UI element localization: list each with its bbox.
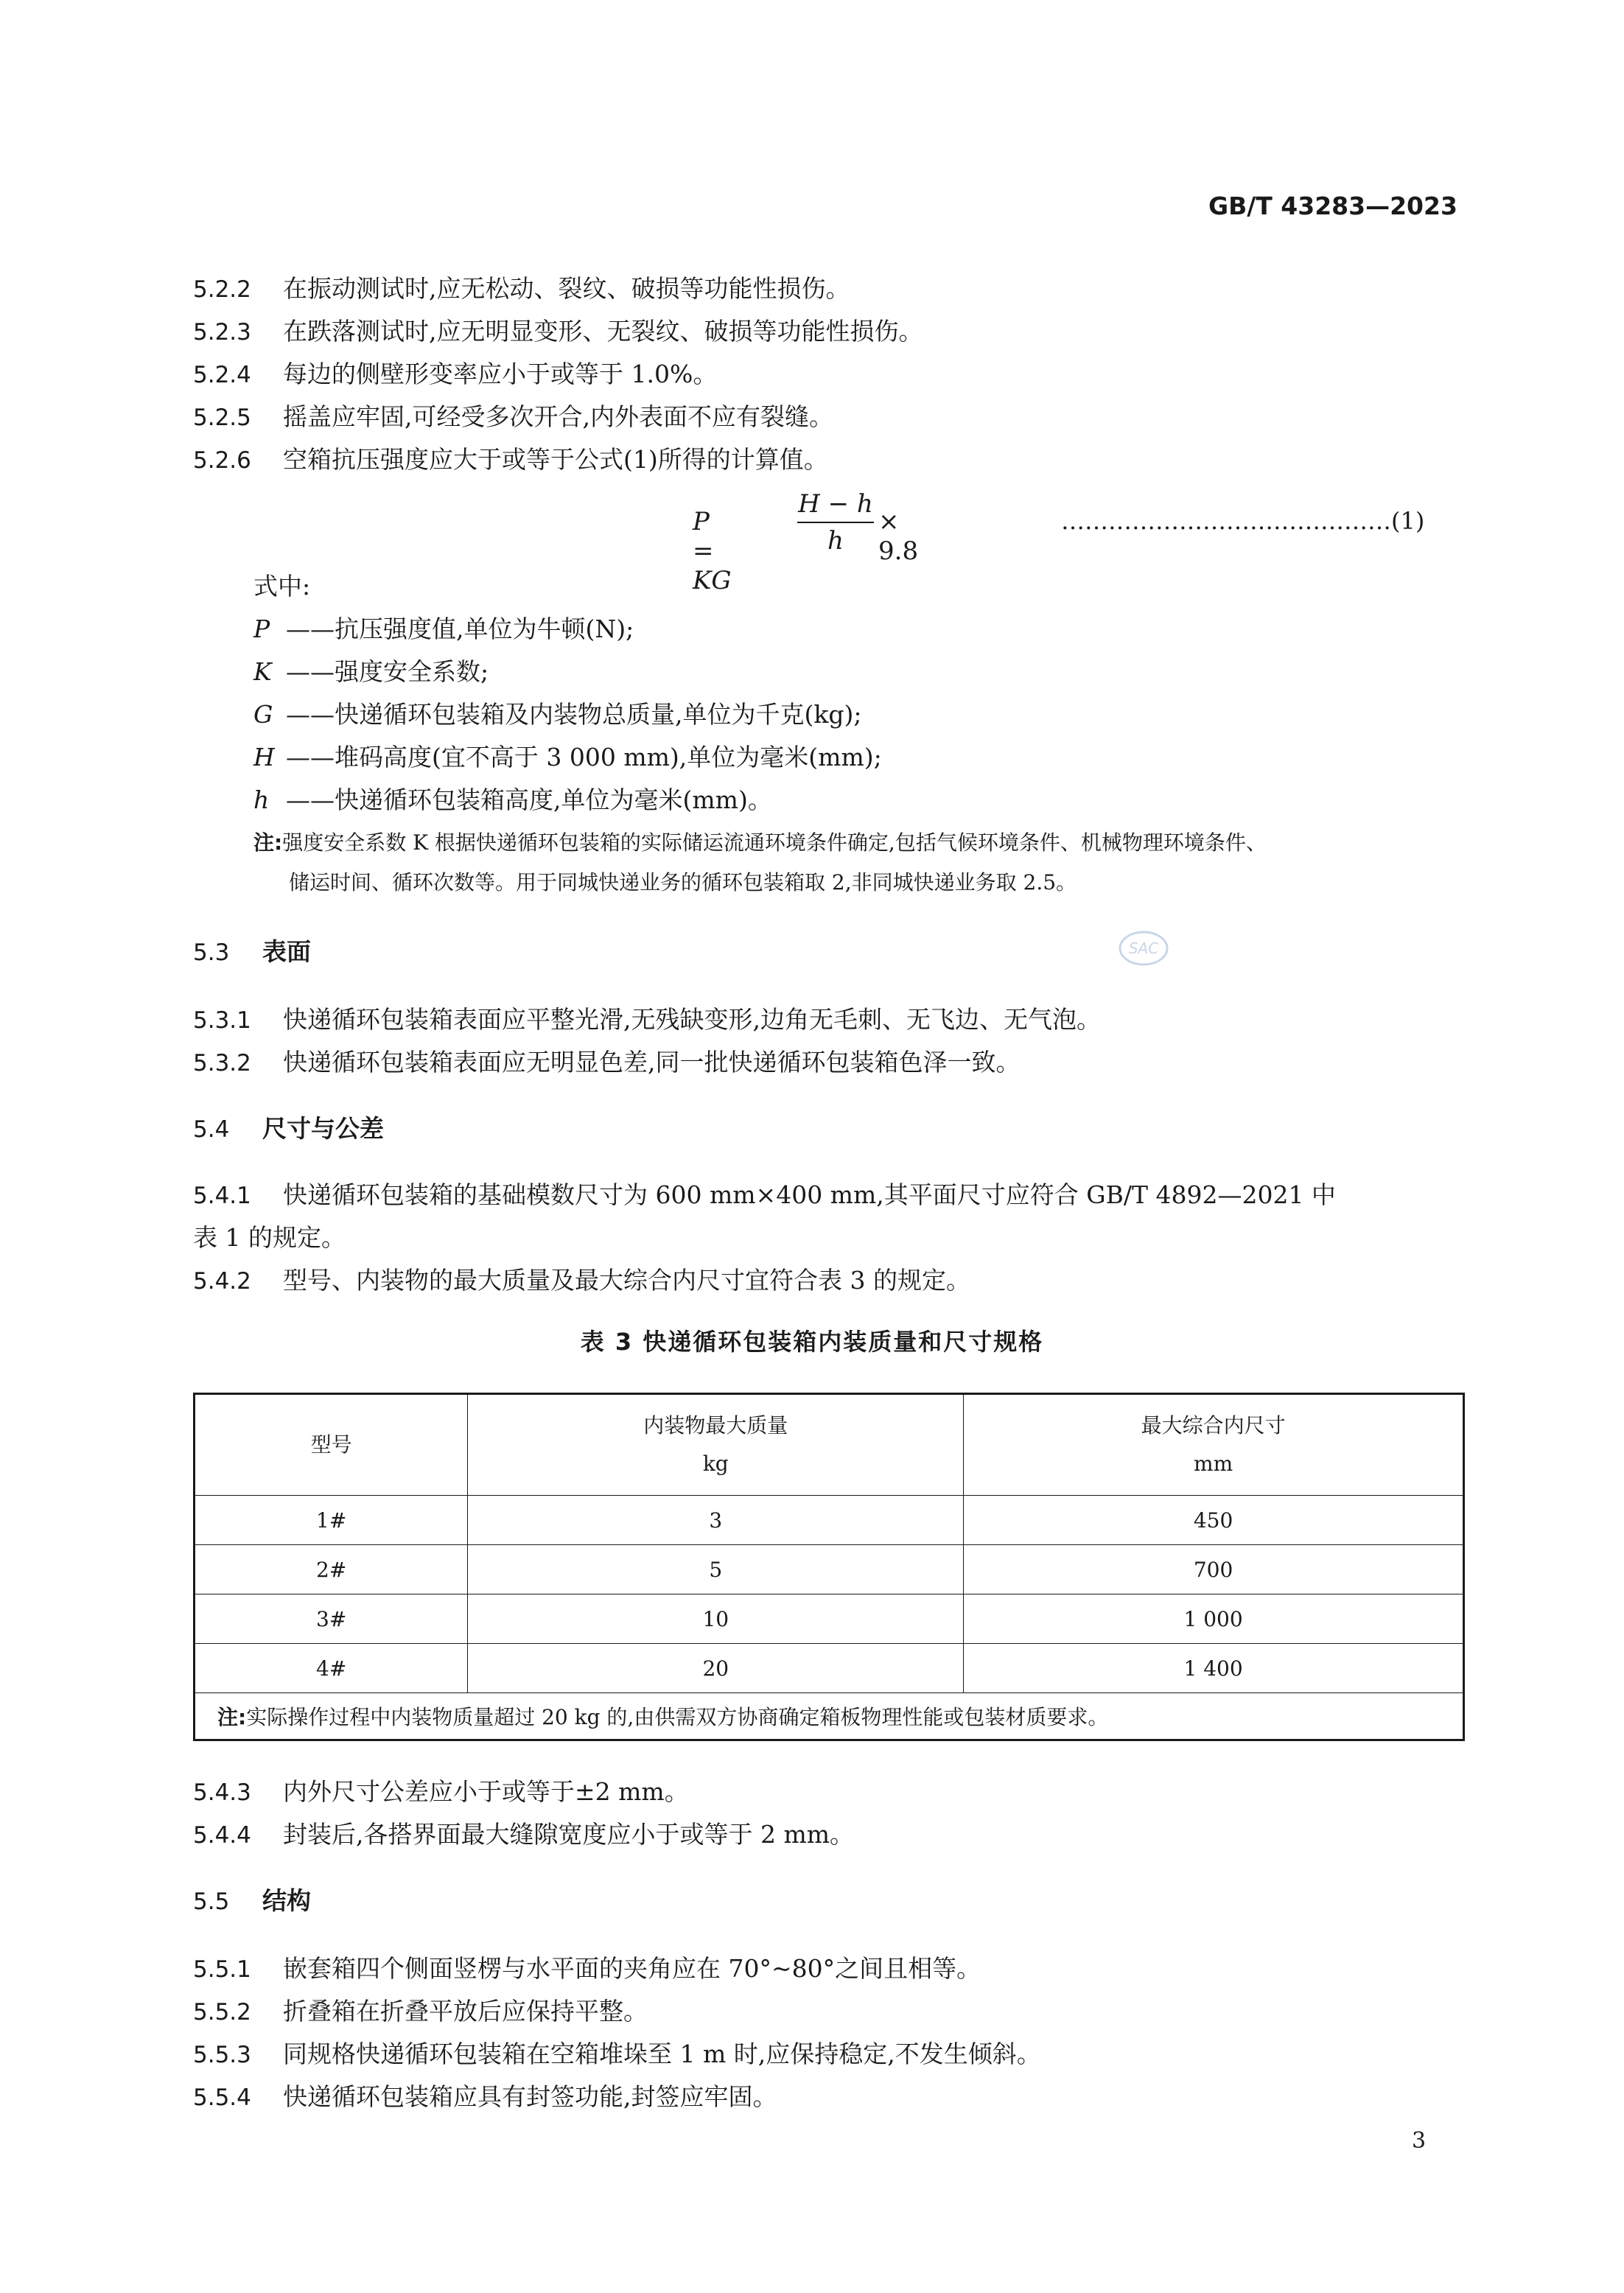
formula-numerator: H − h (797, 489, 874, 523)
formula-note-line1 (253, 827, 1267, 856)
section-number: 5.4 (193, 1116, 230, 1143)
note-label: 注: (217, 1705, 247, 1729)
table-note-row (195, 1693, 1464, 1740)
note-text: 强度安全系数 K 根据快递循环包装箱的实际储运流通环境条件确定,包括气候环境条件、机械物理环境条件、 (282, 830, 1267, 855)
clause-5-3-2 (193, 1043, 1021, 1078)
table-row (195, 1644, 1464, 1693)
clause-5-5-1 (193, 1950, 981, 1984)
clause-text: 封装后,各搭界面最大缝隙宽度应小于或等于 2 mm。 (283, 1820, 855, 1849)
clause-text: 快递循环包装箱表面应平整光滑,无残缺变形,边角无毛刺、无飞边、无气泡。 (283, 1005, 1101, 1034)
clause-text: 在跌落测试时,应无明显变形、无裂纹、破损等功能性损伤。 (283, 317, 923, 346)
clause-5-4-4 (193, 1816, 854, 1850)
section-number: 5.3 (193, 939, 230, 966)
clause-5-4-1 (193, 1176, 1336, 1211)
header-max-size (964, 1394, 1464, 1496)
var-desc: ——抗压强度值,单位为牛顿(N); (286, 615, 634, 643)
clause-text: 在振动测试时,应无松动、裂纹、破损等功能性损伤。 (283, 274, 850, 303)
note-label: 注: (253, 830, 283, 855)
header-unit: mm (1194, 1452, 1233, 1476)
cell-size: 700 (964, 1545, 1464, 1594)
formula-fraction (797, 489, 874, 556)
section-5-4-heading (193, 1110, 384, 1144)
clause-5-5-2 (193, 1992, 648, 2027)
clause-number: 5.2.2 (193, 276, 251, 303)
table-note (195, 1693, 1464, 1740)
var-symbol: P (253, 615, 270, 643)
cell-mass: 5 (468, 1545, 964, 1594)
clause-5-2-2 (193, 270, 850, 304)
section-title: 尺寸与公差 (262, 1114, 384, 1143)
cell-model: 2# (195, 1545, 468, 1594)
clause-5-5-4 (193, 2078, 777, 2112)
section-number: 5.5 (193, 1888, 230, 1915)
clause-text: 快递循环包装箱表面应无明显色差,同一批快递循环包装箱色泽一致。 (283, 1048, 1021, 1077)
header-unit: kg (702, 1452, 729, 1476)
clause-number: 5.5.1 (193, 1956, 251, 1983)
clause-number: 5.2.6 (193, 447, 251, 474)
section-5-3-heading (193, 933, 311, 967)
formula-lhs: P = KG (693, 507, 732, 595)
where-intro: 式中: (253, 572, 311, 601)
var-desc: ——堆码高度(宜不高于 3 000 mm),单位为毫米(mm); (286, 743, 882, 771)
clause-text: 折叠箱在折叠平放后应保持平整。 (283, 1997, 648, 2026)
var-symbol: G (253, 700, 273, 729)
header-line: 型号 (310, 1432, 352, 1457)
cell-model: 4# (195, 1644, 468, 1693)
note-text: 实际操作过程中内装物质量超过 20 kg 的,由供需双方协商确定箱板物理性能或包装材质要求。 (246, 1705, 1109, 1729)
clause-text: 型号、内装物的最大质量及最大综合内尺寸宜符合表 3 的规定。 (283, 1266, 970, 1295)
clause-5-4-3 (193, 1773, 689, 1807)
clause-number: 5.4.1 (193, 1183, 251, 1209)
clause-number: 5.2.5 (193, 405, 251, 431)
var-desc: ——快递循环包装箱及内装物总质量,单位为千克(kg); (286, 700, 862, 729)
var-g (253, 696, 861, 730)
clause-number: 5.4.2 (193, 1268, 251, 1295)
clause-5-2-4 (193, 355, 717, 390)
clause-number: 5.2.3 (193, 319, 251, 346)
clause-5-2-5 (193, 398, 833, 433)
var-p (253, 610, 634, 645)
cell-mass: 3 (468, 1496, 964, 1545)
var-k (253, 653, 489, 687)
var-desc: ——快递循环包装箱高度,单位为毫米(mm)。 (286, 785, 772, 814)
clause-5-5-3 (193, 2035, 1041, 2070)
clause-5-4-1-cont: 表 1 的规定。 (193, 1223, 346, 1252)
clause-text: 同规格快递循环包装箱在空箱堆垛至 1 m 时,应保持稳定,不发生倾斜。 (283, 2040, 1041, 2068)
cell-mass: 20 (468, 1644, 964, 1693)
section-5-5-heading (193, 1882, 311, 1916)
header-line: 最大综合内尺寸 (1141, 1413, 1286, 1438)
cell-size: 1 000 (964, 1594, 1464, 1644)
table-header-row (195, 1394, 1464, 1496)
table-row (195, 1545, 1464, 1594)
header-model (195, 1394, 468, 1496)
clause-5-2-3 (193, 312, 923, 347)
var-symbol: H (253, 743, 275, 771)
clause-number: 5.3.1 (193, 1007, 251, 1034)
cell-model: 3# (195, 1594, 468, 1644)
section-title: 表面 (262, 937, 311, 966)
standard-code: GB/T 43283—2023 (1208, 192, 1457, 220)
watermark-text: SAC (1128, 939, 1159, 957)
page-number: 3 (1412, 2128, 1427, 2154)
clause-number: 5.5.2 (193, 1999, 251, 2026)
clause-5-3-1 (193, 1001, 1101, 1035)
var-h-lower (253, 781, 772, 816)
formula-denominator: h (827, 526, 844, 556)
equation-number: ……………………………………(1) (1061, 507, 1425, 535)
formula-factor: × 9.8 (878, 507, 919, 566)
clause-text: 摇盖应牢固,可经受多次开合,内外表面不应有裂缝。 (283, 402, 833, 431)
clause-text: 每边的侧壁形变率应小于或等于 1.0%。 (283, 360, 718, 388)
header-line: 内装物最大质量 (643, 1413, 788, 1438)
clause-number: 5.2.4 (193, 362, 251, 388)
clause-5-2-6 (193, 441, 828, 475)
var-symbol: K (253, 657, 272, 686)
var-symbol: h (253, 785, 270, 814)
clause-number: 5.4.4 (193, 1822, 251, 1849)
clause-text: 快递循环包装箱的基础模数尺寸为 600 mm×400 mm,其平面尺寸应符合 GB/T 4892—2021 中 (283, 1180, 1336, 1209)
cell-model: 1# (195, 1496, 468, 1545)
sac-watermark-icon (1119, 930, 1169, 967)
cell-size: 450 (964, 1496, 1464, 1545)
clause-number: 5.3.2 (193, 1050, 251, 1077)
clause-number: 5.5.4 (193, 2084, 251, 2111)
formula-note-line2: 储运时间、循环次数等。用于同城快递业务的循环包装箱取 2,非同城快递业务取 2.5。 (289, 870, 1077, 895)
table-3 (193, 1393, 1465, 1741)
clause-5-4-2 (193, 1261, 970, 1296)
clause-text: 快递循环包装箱应具有封签功能,封签应牢固。 (283, 2082, 777, 2111)
header-max-mass (468, 1394, 964, 1496)
var-h-upper (253, 738, 882, 773)
table-3-title: 表 3 快递循环包装箱内装质量和尺寸规格 (580, 1328, 1044, 1356)
clause-number: 5.5.3 (193, 2042, 251, 2068)
cell-mass: 10 (468, 1594, 964, 1644)
section-title: 结构 (262, 1886, 311, 1915)
clause-text: 嵌套箱四个侧面竖楞与水平面的夹角应在 70°~80°之间且相等。 (283, 1954, 981, 1983)
table-row (195, 1594, 1464, 1644)
clause-number: 5.4.3 (193, 1779, 251, 1806)
cell-size: 1 400 (964, 1644, 1464, 1693)
clause-text: 空箱抗压强度应大于或等于公式(1)所得的计算值。 (283, 445, 828, 474)
table-row (195, 1496, 1464, 1545)
var-desc: ——强度安全系数; (286, 657, 489, 686)
clause-text: 内外尺寸公差应小于或等于±2 mm。 (283, 1777, 689, 1806)
